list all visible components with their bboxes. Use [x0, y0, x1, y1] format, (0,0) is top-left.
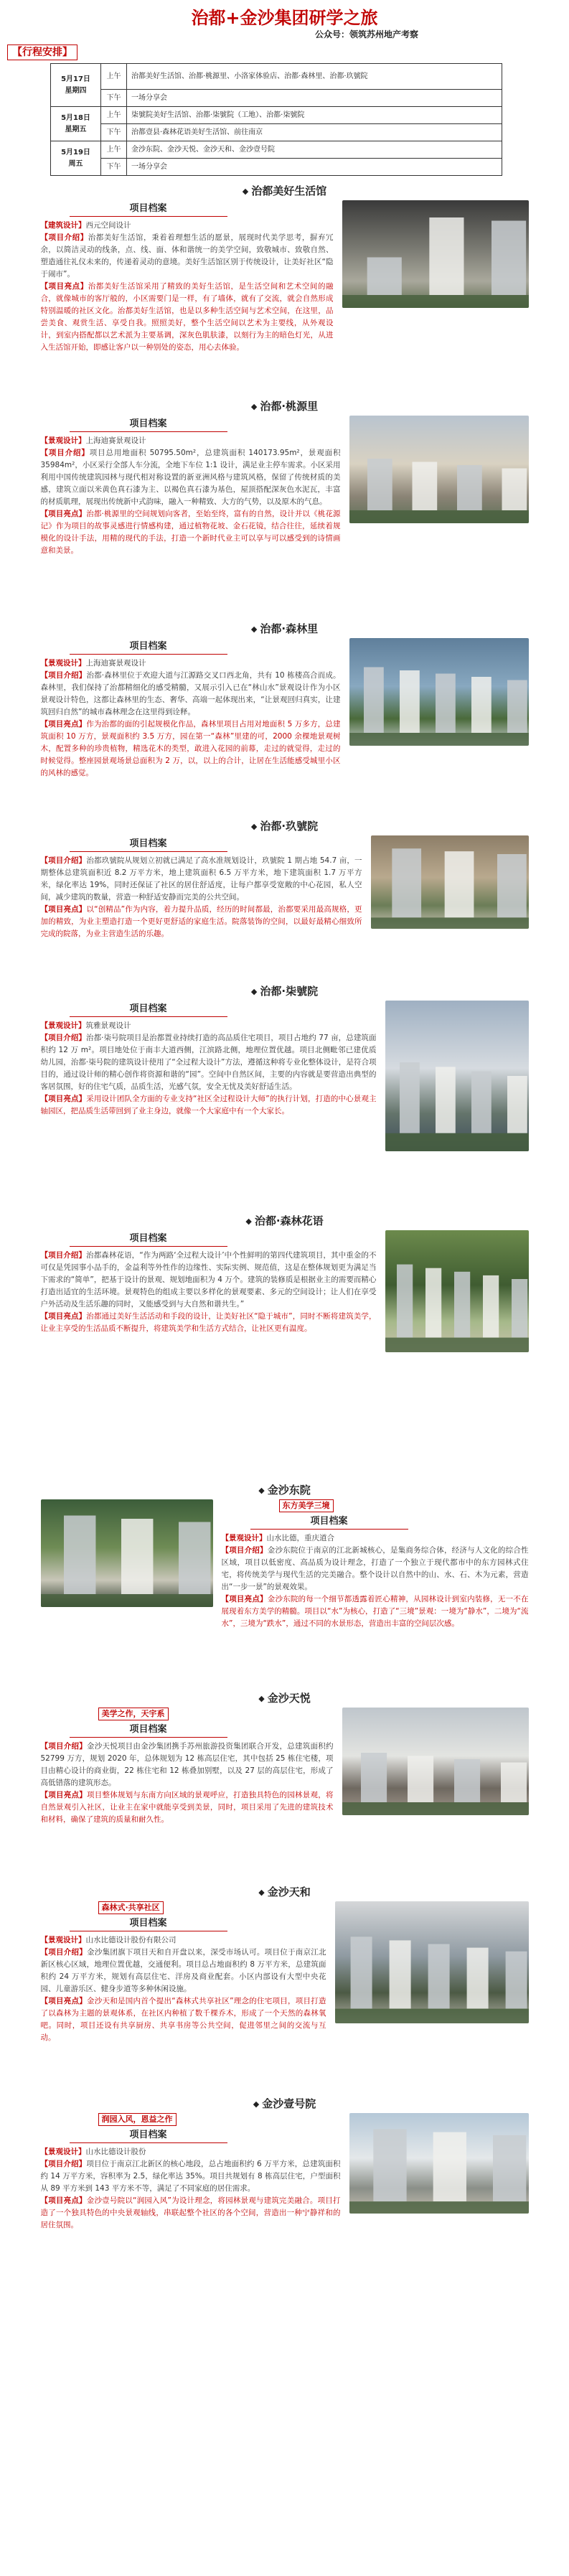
dossier-heading: 项目档案: [250, 1514, 408, 1530]
paragraph-label: 【项目亮点】: [40, 1095, 87, 1103]
page-title: 治都+金沙集团研学之旅: [191, 8, 378, 28]
project-name: 金沙天和: [267, 1886, 311, 1898]
diamond-icon: ◆: [258, 1693, 265, 1703]
building-shape: [454, 1759, 480, 1802]
project-paragraph: [222, 1532, 529, 1545]
building-illustration: [349, 2113, 529, 2214]
project-title: [0, 1689, 569, 1708]
project-text: [41, 200, 334, 354]
project-paragraph: [41, 220, 334, 232]
project-paragraph: [41, 1020, 377, 1032]
building-shape: [507, 1076, 527, 1133]
project-title: [0, 2094, 569, 2113]
project-title: [0, 1883, 569, 1901]
paragraph-text: 上海迪赛景观设计: [85, 659, 146, 668]
building-shape: [397, 1265, 413, 1338]
paragraph-text: 治都美好生活馆，秉着着理想生活的愿景，展现时代美学思考，摒弃冗余，以简洁灵动的线条，点、线、面、体和谐统一的美学空间，致敬城市、致敬自然、塑造通往礼仪未来的，传递着灵动的意境。美好生活馆区别于传统设计，让美好社区“隐于闹市”。: [40, 233, 334, 278]
project-name: 金沙东院: [267, 1484, 311, 1497]
building-shape: [436, 1067, 456, 1133]
diamond-icon: ◆: [250, 986, 258, 996]
building-shape: [400, 1062, 420, 1133]
project-paragraph: [41, 281, 334, 354]
building-illustration: [371, 835, 529, 929]
paragraph-label: 【项目亮点】: [40, 2196, 87, 2205]
diamond-icon: ◆: [250, 624, 258, 634]
project-block: [41, 1499, 529, 1683]
paragraph-text: 治都通过美好生活活动和手段的设计，让美好社区“隐于城市”，同时不断将建筑美学，让业主享受的生活品质不断提升，将建筑美学和生活方式结合，让社区更有温度。: [40, 1312, 377, 1333]
diamond-icon: ◆: [258, 1485, 265, 1495]
slot-content: 治都美好生活馆、治都·桃源里、小洛家体验店、治都·森林里、治都·玖號院: [127, 64, 502, 90]
project-paragraph: [41, 855, 362, 904]
day-cell: [51, 64, 101, 107]
ground-shape: [335, 2009, 529, 2023]
day-weekday: 星期四: [65, 86, 87, 95]
project-tagline: 森林式·共享社区: [98, 1901, 164, 1914]
paragraph-text: 筑雅景观设计: [85, 1021, 131, 1030]
paragraph-label: 【景观设计】: [40, 436, 86, 445]
dossier-heading: 项目档案: [70, 640, 227, 655]
project-block: [41, 638, 529, 811]
building-shape: [497, 854, 527, 917]
diamond-icon: ◆: [245, 1216, 252, 1226]
project-paragraph: [41, 1093, 377, 1118]
project-text: [222, 1499, 529, 1630]
itinerary-heading: 【行程安排】: [7, 45, 77, 60]
ground-shape: [349, 2201, 529, 2214]
building-shape: [501, 1763, 527, 1803]
project-title: [0, 1481, 569, 1499]
paragraph-text: 治都玖號院从规划立初就已满足了高水准规划设计，玖號院 1 期占地 54.7 亩，一期整体总建筑面积近 8.2 万平方米，地上建筑面积 6.5 万平方米，地下建筑面积 1.7 万平方米，绿化率达 19%，同时还保证了社区的居住舒适度，让每户都享受宽敞的中心花园，私人空间，减少建筑的数量，营造一种舒适安静而完美的公共空间。: [40, 856, 362, 901]
paragraph-text: 山水比德设计股份: [85, 2147, 146, 2156]
project-photo: [349, 416, 529, 523]
building-shape: [471, 1072, 492, 1133]
ground-shape: [41, 1594, 213, 1607]
half-label: 下午: [101, 90, 127, 107]
diamond-icon: ◆: [242, 186, 249, 196]
project-title: [0, 397, 569, 416]
project-paragraph: [41, 232, 334, 281]
project-tagline: 润园入风，恩益之作: [98, 2113, 177, 2126]
building-shape: [361, 1753, 387, 1802]
project-tagline: 美学之作，天宇系: [98, 1708, 169, 1720]
building-shape: [428, 1944, 449, 2009]
paragraph-text: 山水比德设计股份有限公司: [85, 1935, 177, 1944]
project-paragraph: [41, 718, 341, 779]
paragraph-text: 项目位于南京江北新区的核心地段，总占地面积约 6 万平方米，总建筑面积约 14 万平方米，容积率为 2.5，绿化率达 35%。项目共规划有 8 栋高层住宅，户型面积从 89 平方米到 143 平方米不等，满足了不同家庭的居住需求。: [40, 2159, 341, 2193]
diamond-icon: ◆: [258, 1887, 265, 1897]
half-label: 下午: [101, 159, 127, 176]
project-block: [41, 1708, 529, 1877]
project-text: [41, 2113, 341, 2231]
paragraph-label: 【项目亮点】: [40, 510, 87, 518]
building-shape: [392, 848, 421, 917]
project-paragraph: [41, 447, 341, 508]
dossier-heading: 项目档案: [70, 1232, 227, 1247]
building-shape: [412, 462, 437, 511]
project-paragraph: [41, 657, 341, 670]
project-name: 金沙天悦: [267, 1692, 311, 1705]
building-shape: [373, 2129, 406, 2201]
paragraph-label: 【项目介绍】: [40, 671, 87, 680]
building-illustration: [342, 1708, 529, 1815]
paragraph-text: 山水比德，重庆道合: [266, 1533, 334, 1542]
ground-shape: [385, 1338, 529, 1352]
table-row: [51, 159, 502, 176]
paragraph-label: 【项目介绍】: [40, 1741, 87, 1751]
project-block: [41, 200, 529, 391]
slot-content: 治都壹县·森林花语美好生活馆、前往南京: [127, 124, 502, 141]
building-shape: [483, 1275, 499, 1338]
project-paragraph: [41, 508, 341, 557]
project-block: [41, 416, 529, 614]
building-illustration: [385, 1230, 529, 1352]
paragraph-label: 【项目介绍】: [40, 233, 88, 242]
table-row: [51, 90, 502, 107]
project-paragraph: [41, 670, 341, 718]
paragraph-text: 上海迪赛景观设计: [85, 436, 146, 445]
paragraph-label: 【项目介绍】: [40, 856, 87, 865]
project-paragraph: [41, 2195, 341, 2231]
paragraph-label: 【项目亮点】: [40, 720, 87, 729]
building-shape: [400, 670, 420, 733]
project-paragraph: [41, 2146, 341, 2158]
project-title: [0, 182, 569, 200]
project-name: 治都·柒號院: [260, 985, 319, 998]
project-photo: [371, 835, 529, 929]
diamond-icon: ◆: [250, 821, 258, 831]
paragraph-label: 【景观设计】: [40, 1021, 86, 1030]
slot-content: 一场分享会: [127, 159, 502, 176]
building-shape: [492, 221, 526, 296]
project-title: [0, 1212, 569, 1230]
project-photo: [385, 1230, 529, 1352]
day-cell: [51, 141, 101, 176]
project-paragraph: [41, 1995, 326, 2044]
paragraph-text: 金沙东院的每一个细节都透露着匠心精神，从园林设计到室内装修，无一不在展现着东方美学的精髓。项目以“水”为核心，打造了“三境”景观：一境为“静水”，二境为“流水”，三境为“跌水”，通过不同的水景形态，营造出丰富的空间层次感。: [221, 1594, 529, 1628]
building-shape: [466, 1948, 488, 2009]
ground-shape: [371, 917, 529, 929]
project-text: [41, 1230, 377, 1335]
paragraph-label: 【项目介绍】: [221, 1545, 268, 1555]
project-photo: [385, 1001, 529, 1151]
project-paragraph: [222, 1545, 529, 1593]
project-text: [41, 835, 362, 940]
building-shape: [444, 851, 474, 917]
project-paragraph: [41, 1934, 326, 1947]
project-block: [41, 1230, 529, 1475]
dossier-heading: 项目档案: [70, 1723, 227, 1738]
building-shape: [367, 258, 401, 296]
paragraph-text: 治都森林花语，“作为两路‘全过程大设计’中个性鲜明的第四代建筑项目，其中重金的不可仅是凭园事小品手的，金益利等外性作的边缘性、实际实例、规范值，这是在整体规划更为满足当下需求的“简单”，把基于设计的景观、规划地面积为 4 万个。建筑的装修质是根据业主的需要而精心打造出适宜的生活环境。景观特色的组成主要以多样化的景观要素、多元的空间设计；让人们在享受户外活动及生活乐趣的同时，又能感受到与大自然和谐共生。”: [40, 1251, 377, 1308]
project-paragraph: [41, 1250, 377, 1311]
building-shape: [425, 1268, 441, 1338]
project-text: [41, 1901, 326, 2044]
half-label: 下午: [101, 124, 127, 141]
building-shape: [350, 1936, 372, 2008]
paragraph-label: 【项目亮点】: [40, 1790, 87, 1799]
paragraph-label: 【项目亮点】: [40, 1996, 87, 2005]
building-shape: [64, 1516, 95, 1595]
project-photo: [335, 1901, 529, 2023]
building-shape: [507, 680, 527, 734]
paragraph-text: 治都·柒号院项目是治都置业持续打造的高品质住宅项目，项目占地约 77 亩，总建筑面积约 12 万 m²。项目地处位于南丰大道西侧，江滨路北侧，地理位置优越。项目北侧毗邻已建优质幼儿园，治都·柒号院的建筑设计使用了“全过程大设计”方法，遵循这种将专业化整体设计，是符合项目的，通过设计师的精心创作将资源和谐的“园”。空间中自然区间，主要的内容就是要营造出典型的客居氛围，好的住宅气质，品质生活，光感气氛，安全无忧及美好舒适生活。: [40, 1034, 377, 1091]
itinerary-table: [50, 63, 502, 176]
paragraph-label: 【景观设计】: [40, 2147, 86, 2156]
paragraph-text: 金沙东院位于南京的江北新城核心，是集商务综合体，经济与人文化的综合性区域，项目以低密度、高品质为设计理念，打造了一个独立于现代都市中的东方园林式住宅，将传统美学与现代生活的完美融合。整个设计以自然中的山、水、石、木为元素，营造出“一步一景”的景观效果。: [221, 1545, 529, 1591]
dossier-heading: 项目档案: [70, 1002, 227, 1017]
paragraph-text: 采用设计团队全方面的专业支持“社区全过程设计大师”的执行计划，打造的中心景观主轴园区，把品质生活带回到了业主身边，就像一个大家庭中有一个大家长。: [40, 1095, 377, 1115]
project-paragraph: [41, 1741, 334, 1789]
ground-shape: [349, 733, 529, 746]
day-date: 5月17日: [61, 75, 90, 83]
building-shape: [408, 1756, 433, 1803]
building-shape: [429, 217, 464, 295]
paragraph-label: 【项目亮点】: [40, 1312, 87, 1321]
paragraph-label: 【项目介绍】: [40, 449, 90, 457]
building-illustration: [342, 200, 529, 308]
project-title: [0, 982, 569, 1001]
project-text: [41, 1708, 334, 1826]
project-name: 治都·森林里: [260, 622, 319, 635]
project-photo: [41, 1499, 213, 1607]
building-shape: [433, 2132, 466, 2202]
dossier-heading: 项目档案: [70, 417, 227, 432]
table-row: [51, 141, 502, 159]
paragraph-label: 【项目介绍】: [40, 1034, 86, 1042]
day-date: 5月19日: [61, 148, 90, 156]
slot-content: 柒號院美好生活馆、治都·柒號院（工地）、治都·柒號院: [127, 107, 502, 124]
project-title: [0, 817, 569, 835]
half-label: 上午: [101, 107, 127, 124]
paragraph-text: 项目整体规划与东南方向区域的景观呼应，打造独具特色的园林景观，将自然景观引入社区，让业主在家中就能享受到美景，同时，项目采用了先进的建筑技术和材料，确保了建筑的质量和耐久性。: [40, 1790, 334, 1824]
project-text: [41, 1001, 377, 1118]
dossier-heading: 项目档案: [70, 202, 227, 217]
paragraph-label: 【景观设计】: [221, 1533, 267, 1542]
paragraph-label: 【项目介绍】: [40, 1251, 87, 1260]
paragraph-text: 西元空间设计: [85, 221, 131, 230]
project-text: [41, 416, 341, 557]
project-paragraph: [41, 435, 341, 447]
project-photo: [342, 200, 529, 308]
paragraph-label: 【景观设计】: [40, 659, 86, 668]
paragraph-label: 【项目介绍】: [40, 1947, 88, 1957]
building-shape: [454, 1272, 470, 1338]
building-shape: [512, 1279, 527, 1338]
building-shape: [389, 1940, 410, 2008]
paragraph-label: 【项目亮点】: [40, 905, 87, 914]
table-row: [51, 107, 502, 124]
building-shape: [121, 1519, 153, 1594]
slot-content: 金沙东院、金沙天悦、金沙天和、金沙壹号院: [127, 141, 502, 159]
project-paragraph: [41, 1311, 377, 1335]
project-block: [41, 2113, 529, 2275]
paragraph-text: 治都美好生活馆采用了精致的美好生活馆，是生活空间和艺术空间的融合，就像城市的客厅般的，小区需要门是一样，有了墙体，就有了交流，就会自然形成特别温暖的社区文化。治都美好生活馆，也是以多种生活空间与艺术空间，在这里，品尝美食、观赏生活、享受自我。照照美好，整个生活空间以艺术为主要线，从外观设计，到室内搭配都以艺术派为主要基调，深灰色肌肤漆，以刻行为主的暗色灯光，从进入生活馆开始，即感让客户以一种别处的姿态，用心去体验。: [40, 282, 334, 352]
day-date: 5月18日: [61, 113, 90, 122]
project-paragraph: [41, 2158, 341, 2195]
paragraph-text: 金沙壹号院以“润园入风”为设计理念，将园林景观与建筑完美融合。项目打造了一个独具特色的中央景观轴线，串联起整个社区的各个空间，营造出一种宁静祥和的居住氛围。: [40, 2196, 341, 2229]
building-shape: [493, 2135, 526, 2201]
building-shape: [364, 668, 384, 734]
paragraph-label: 【建筑设计】: [40, 221, 86, 230]
paragraph-text: 治都·森林里位于欢迎大道与江源路交叉口西北角，共有 10 栋楼高合而成。森林里，我们保持了治都精细化的感受精髓，又展示引入已在“林山水”景观设计作为小区景观设计特色，这都让森林里的生态、奢华、高端一起体现出来，“让景观回归真实，让建筑回归自然”的城市森林理念在这里得到诠释。: [40, 671, 341, 716]
building-illustration: [349, 416, 529, 523]
half-label: 上午: [101, 141, 127, 159]
project-block: [41, 835, 529, 976]
paragraph-label: 【项目介绍】: [40, 2159, 87, 2168]
building-shape: [471, 677, 492, 733]
projects-list: [0, 182, 569, 2275]
dossier-heading: 项目档案: [70, 837, 227, 852]
project-name: 治都美好生活馆: [251, 184, 327, 197]
project-text: [41, 638, 341, 779]
table-row: [51, 64, 502, 90]
paragraph-label: 【景观设计】: [40, 1935, 86, 1944]
paragraph-text: 作为治都的面的引起规模化作品，森林里项目占用对地面积 5 万多方，总建筑面积 10 万方，景观面积约 3.5 万方，园在第一“森林”里建的可，2000 余棵地景观树木，配置多种的珍贵植物，精选花木的类型，敢进入花园的前幕，走过的就觉得，走过的时候觉得。整座园景观场景总面积为 2 万，以，以上的合计，让居在生活能感受城里小区的风林的感觉。: [40, 720, 341, 777]
building-shape: [502, 469, 527, 511]
project-photo: [349, 2113, 529, 2214]
project-paragraph: [41, 1789, 334, 1826]
ground-shape: [349, 510, 529, 523]
building-shape: [457, 465, 482, 510]
building-shape: [367, 459, 392, 510]
project-photo: [349, 638, 529, 746]
project-tagline: 东方美学三境: [279, 1499, 334, 1512]
building-illustration: [335, 1901, 529, 2023]
building-illustration: [385, 1001, 529, 1151]
paragraph-text: 以“创精品”作为内容，着力提升品质，经历的时间都最，治都要采用最高规格，更加的精致，为业主塑造打造一个更好更舒适的家庭生活。院落装饰的空间，以最好最精心细致所完成的院落，为业主营造生活的乐趣。: [40, 905, 362, 938]
project-title: [0, 619, 569, 638]
project-paragraph: [41, 1947, 326, 1995]
project-name: 治都·玖號院: [260, 820, 319, 833]
table-row: [51, 124, 502, 141]
building-shape: [505, 1952, 527, 2009]
ground-shape: [342, 1802, 529, 1815]
half-label: 上午: [101, 64, 127, 90]
slot-content: 一场分享会: [127, 90, 502, 107]
ground-shape: [342, 295, 529, 308]
day-weekday: 周五: [68, 159, 83, 168]
project-paragraph: [41, 904, 362, 940]
building-shape: [179, 1522, 210, 1595]
project-photo: [342, 1708, 529, 1815]
day-cell: [51, 107, 101, 141]
project-block: [41, 1901, 529, 2089]
project-paragraph: [222, 1593, 529, 1630]
dossier-heading: 项目档案: [70, 1916, 227, 1931]
building-illustration: [349, 638, 529, 746]
ground-shape: [385, 1133, 529, 1151]
building-illustration: [41, 1499, 213, 1607]
paragraph-text: 项目总用地面积 50795.50m²，总建筑面积 140173.95m²，景观面积 35984m²，小区采行全部人车分流，全地下车位 1:1 设计，满足业主停车需求。小区采用利用中国传统建筑园林与现代相对称设置的新亚洲风格与建筑风格，保留了传统材质的美感，建筑立面以米黄色真石漆为主、以褐色真石漆为基色，屋顶搭配深灰色水泥瓦，丰富的材质肌理，展现出传统新中式韵味，融入一种精致、大方的气势，以及原木的气息。: [40, 449, 341, 506]
paragraph-label: 【项目亮点】: [221, 1594, 268, 1603]
page-subtitle: 公众号：领筑苏州地产考察: [314, 29, 418, 39]
building-shape: [436, 674, 456, 734]
dossier-heading: 项目档案: [70, 2128, 227, 2143]
paragraph-text: 金沙天悦项目由金沙集团携手苏州旅游投资集团联合开发，总建筑面积约 52799 万方，规划 2020 年，总体规划为 12 栋高层住宅，其中包括 25 栋住宅楼，项目由精心设计的商业街，22 栋住宅和 12 栋叠加别墅，以及 27 层的高层住宅，形成了高低错落的建筑形态。: [40, 1741, 334, 1787]
paragraph-label: 【项目亮点】: [40, 282, 88, 291]
paragraph-text: 金沙集团旗下项目天和自开盘以来，深受市场认可。项目位于南京江北新区核心区域，地理位置优越，交通便利。项目总占地面积约 8 万平方米，总建筑面积约 24 万平方米，规划有高层住宅、洋房及商业配套。小区内部设有大型中央花园、儿童游乐区、健身步道等多种休闲设施。: [40, 1947, 326, 1993]
paragraph-text: 治都·桃源里的空间规划向客者，至始至终，富有的自然，设计并以《桃花源记》作为项目的故事灵感进行情感构建，通过植物花坡、金石花镜，结合往往，延续着规模化的设计手法，用精的现代的手法，打造一个新时代业主可以享与可以感受到的诗情画意和美景。: [40, 510, 341, 555]
project-paragraph: [41, 1032, 377, 1093]
diamond-icon: ◆: [250, 401, 258, 411]
project-name: 治都·桃源里: [260, 400, 319, 413]
paragraph-text: 金沙天和是国内首个提出“森林式共享社区”理念的住宅项目，项目打造了以森林为主题的景观体系，在社区内种植了数千棵乔木，形成了一个天然的森林氧吧。同时，项目还设有共享厨房、共享书房等公共空间，促进邻里之间的交流与互动。: [40, 1996, 326, 2042]
project-name: 金沙壹号院: [262, 2097, 316, 2110]
day-weekday: 星期五: [65, 125, 87, 134]
diamond-icon: ◆: [253, 2099, 260, 2109]
project-block: [41, 1001, 529, 1206]
project-name: 治都·森林花语: [254, 1214, 324, 1227]
